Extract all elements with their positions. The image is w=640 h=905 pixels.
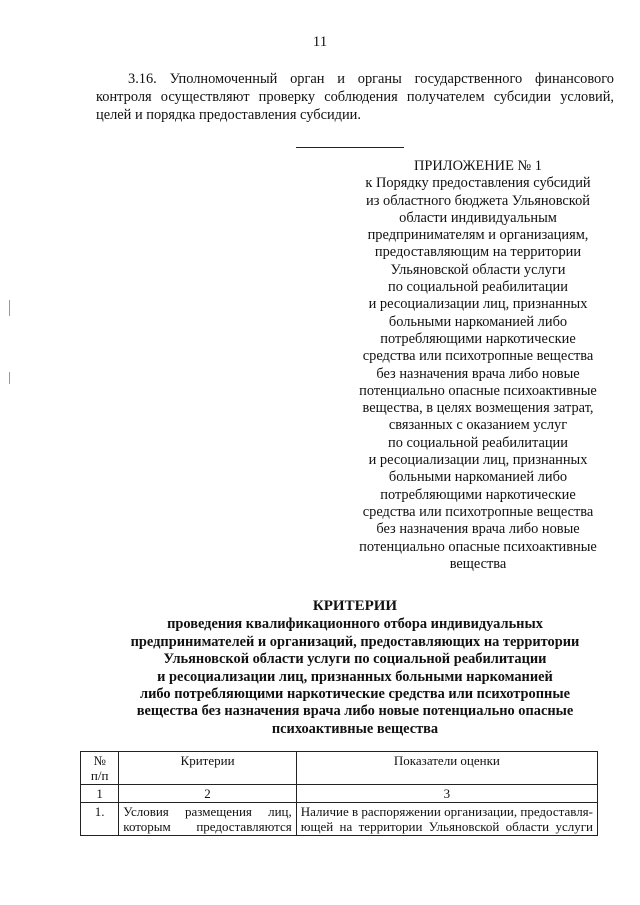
index-cell: 3: [296, 785, 597, 803]
criteria-title: КРИТЕРИИ: [312, 598, 398, 614]
criteria-heading: [96, 598, 614, 738]
criteria-line: предпринимателей и организаций, предоставляющих на территории: [130, 633, 580, 650]
appendix-line: без назначения врача либо новые: [376, 521, 580, 538]
appendix-line: и ресоциализации лиц, признанных: [368, 452, 588, 469]
appendix-line: средства или психотропные вещества: [362, 348, 594, 365]
header-number-abbrev: п/п: [90, 768, 109, 783]
criteria-line: либо потребляющими наркотические средства или психотропные: [140, 686, 570, 703]
scan-artifact-mark: [9, 300, 10, 316]
criteria-line: вещества без назначения врача либо новые потенциально опасные: [136, 703, 574, 720]
appendix-line: потребляющими наркотические: [380, 486, 576, 503]
criteria-text-line: Условия размещения лиц,: [123, 804, 292, 819]
criteria-line: проведения квалификационного отбора индивидуальных: [167, 616, 543, 633]
appendix-line: к Порядку предоставления субсидий: [365, 175, 591, 192]
appendix-line: по социальной реабилитации: [388, 434, 568, 451]
appendix-line: средства или психотропные вещества: [362, 503, 594, 520]
indicator-text-line: Наличие в распоряжении организации, предоставля-: [300, 804, 593, 819]
row-number-cell: 1.: [81, 803, 119, 836]
criteria-table: [80, 751, 598, 836]
appendix-line: предоставляющим на территории: [374, 244, 582, 261]
criteria-line: психоактивные вещества: [271, 720, 439, 737]
page-number: 11: [312, 34, 328, 50]
appendix-line: предпринимателям и организациям,: [367, 227, 589, 244]
appendix-line: потенциально опасные психоактивные: [359, 382, 597, 399]
header-cell-criteria: Критерии: [119, 752, 296, 785]
appendix-line: потенциально опасные психоактивные: [359, 538, 597, 555]
appendix-line: вещества: [449, 555, 507, 572]
appendix-line: из областного бюджета Ульяновской: [366, 192, 590, 209]
criteria-text-line: которым предоставляются: [123, 819, 292, 834]
header-number-symbol: №: [93, 753, 106, 768]
appendix-line: ПРИЛОЖЕНИЕ № 1: [414, 158, 542, 174]
appendix-line: больными наркоманией либо: [388, 469, 568, 486]
appendix-line: и ресоциализации лиц, признанных: [368, 296, 588, 313]
criteria-line: и ресоциализации лиц, признанных больными наркоманией: [157, 668, 553, 685]
table-header-row: [81, 752, 598, 785]
index-cell: 2: [119, 785, 296, 803]
table-row: [81, 803, 598, 836]
indicator-text-line: ющей на территории Ульяновской области услуги: [300, 819, 593, 834]
paragraph-3-16: 3.16. Уполномоченный орган и органы государственного финансового контроля осуществляют проверку соблюдения получателем субсидии условий, целей и порядка предоставления субсидии.: [96, 71, 614, 124]
appendix-line: связанных с оказанием услуг: [388, 417, 568, 434]
index-cell: 1: [81, 785, 119, 803]
appendix-line: Ульяновской области услуги: [390, 261, 566, 278]
appendix-line: вещества, в целях возмещения затрат,: [362, 400, 594, 417]
section-divider: [296, 147, 404, 148]
row-criteria-cell: [119, 803, 296, 836]
appendix-line: потребляющими наркотические: [380, 330, 576, 347]
criteria-line: Ульяновской области услуги по социальной реабилитации: [163, 651, 547, 668]
table-index-row: [81, 785, 598, 803]
appendix-line: по социальной реабилитации: [388, 279, 568, 296]
appendix-header: [344, 158, 612, 573]
header-cell-indicators: Показатели оценки: [296, 752, 597, 785]
scan-artifact-mark: [9, 372, 10, 384]
appendix-line: больными наркоманией либо: [388, 313, 568, 330]
row-indicator-cell: [296, 803, 597, 836]
appendix-line: области индивидуальным: [399, 209, 557, 226]
appendix-line: без назначения врача либо новые: [376, 365, 580, 382]
header-cell-number: [81, 752, 119, 785]
